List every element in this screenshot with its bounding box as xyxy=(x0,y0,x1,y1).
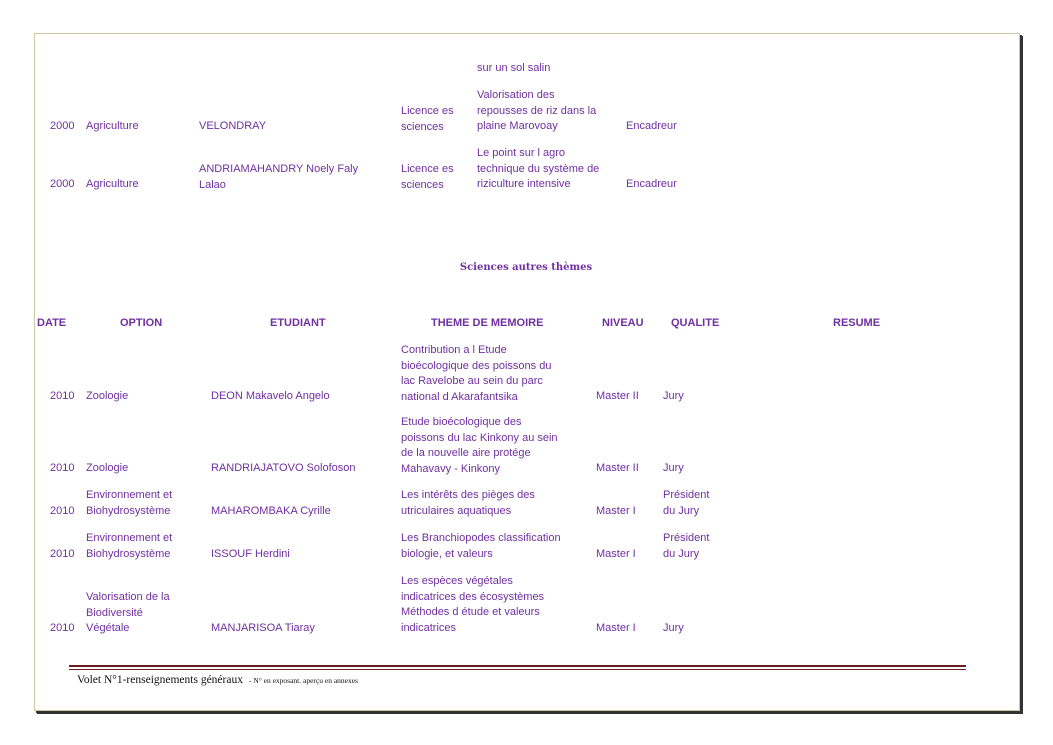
top-row-1-niveau: Licence es sciences xyxy=(401,105,454,133)
row-2-qualite: Président du Jury xyxy=(663,489,710,517)
header-date: DATE xyxy=(37,317,67,329)
row-4-date: 2010 xyxy=(50,622,75,634)
header-option: OPTION xyxy=(120,317,163,329)
row-0-theme: Contribution a l Etude bioécologique des poissons du lac Ravelobe au sein du parc national d Akarafantsika xyxy=(401,344,552,403)
row-2-niveau: Master I xyxy=(596,505,636,517)
row-2-date: 2010 xyxy=(50,505,75,517)
top-row-1-option: Agriculture xyxy=(86,120,139,132)
header-niveau: NIVEAU xyxy=(602,317,644,329)
top-row-1-theme: Valorisation des repousses de riz dans la plaine Marovoay xyxy=(477,89,597,132)
row-0-niveau: Master II xyxy=(596,390,639,402)
top-row-2-qualite: Encadreur xyxy=(626,178,677,190)
row-1-qualite: Jury xyxy=(663,462,684,474)
top-row-0-theme: sur un sol salin xyxy=(477,62,551,74)
row-1-theme: Etude bioécologique des poissons du lac Kinkony au sein de la nouvelle aire protége Mahavavy - Kinkony xyxy=(401,416,558,475)
row-0-option: Zoologie xyxy=(86,390,129,402)
row-3-qualite: Président du Jury xyxy=(663,532,710,560)
header-resume: RESUME xyxy=(833,317,881,329)
row-1-date: 2010 xyxy=(50,462,75,474)
row-4-option: Valorisation de la Biodiversité Végétale xyxy=(86,591,170,634)
row-1-option: Zoologie xyxy=(86,462,129,474)
row-3-date: 2010 xyxy=(50,548,75,560)
top-row-2-etudiant: ANDRIAMAHANDRY Noely Faly Lalao xyxy=(199,163,359,191)
row-2-option: Environnement et Biohydrosystème xyxy=(86,489,173,517)
top-row-2-theme: Le point sur l agro technique du système de riziculture intensive xyxy=(477,147,600,190)
footer-rule-thick xyxy=(69,665,966,667)
row-2-etudiant: MAHAROMBAKA Cyrille xyxy=(211,505,331,517)
footer-note: - N° en exposant. aperçu en annexes xyxy=(248,676,358,685)
row-3-etudiant: ISSOUF Herdini xyxy=(211,548,290,560)
header-qualite: QUALITE xyxy=(671,317,720,329)
top-row-1-etudiant: VELONDRAY xyxy=(199,120,267,132)
top-row-2-niveau: Licence es sciences xyxy=(401,163,454,191)
row-1-niveau: Master II xyxy=(596,462,639,474)
row-0-date: 2010 xyxy=(50,390,75,402)
row-0-qualite: Jury xyxy=(663,390,684,402)
top-row-1-date: 2000 xyxy=(50,120,75,132)
section-title: Sciences autres thèmes xyxy=(459,262,593,273)
row-0-etudiant: DEON Makavelo Angelo xyxy=(211,390,330,402)
row-1-etudiant: RANDRIAJATOVO Solofoson xyxy=(211,462,356,474)
row-4-etudiant: MANJARISOA Tiaray xyxy=(211,622,315,634)
top-row-2-date: 2000 xyxy=(50,178,75,190)
header-theme: THEME DE MEMOIRE xyxy=(431,317,544,329)
row-4-niveau: Master I xyxy=(596,622,636,634)
footer-main: Volet N°1-renseignements généraux xyxy=(77,674,243,686)
top-row-2-option: Agriculture xyxy=(86,178,139,190)
footer xyxy=(77,674,358,686)
row-2-theme: Les intérêts des pièges des utriculaires aquatiques xyxy=(401,489,535,517)
row-3-option: Environnement et Biohydrosystème xyxy=(86,532,173,560)
row-4-qualite: Jury xyxy=(663,622,684,634)
footer-rule-thin xyxy=(69,669,966,670)
row-4-theme: Les espèces végétales indicatrices des écosystèmes Méthodes d étude et valeurs indicatrices xyxy=(401,575,545,634)
header-etudiant: ETUDIANT xyxy=(270,317,326,329)
row-3-niveau: Master I xyxy=(596,548,636,560)
row-3-theme: Les Branchiopodes classification biologie, et valeurs xyxy=(401,532,561,560)
top-row-1-qualite: Encadreur xyxy=(626,120,677,132)
